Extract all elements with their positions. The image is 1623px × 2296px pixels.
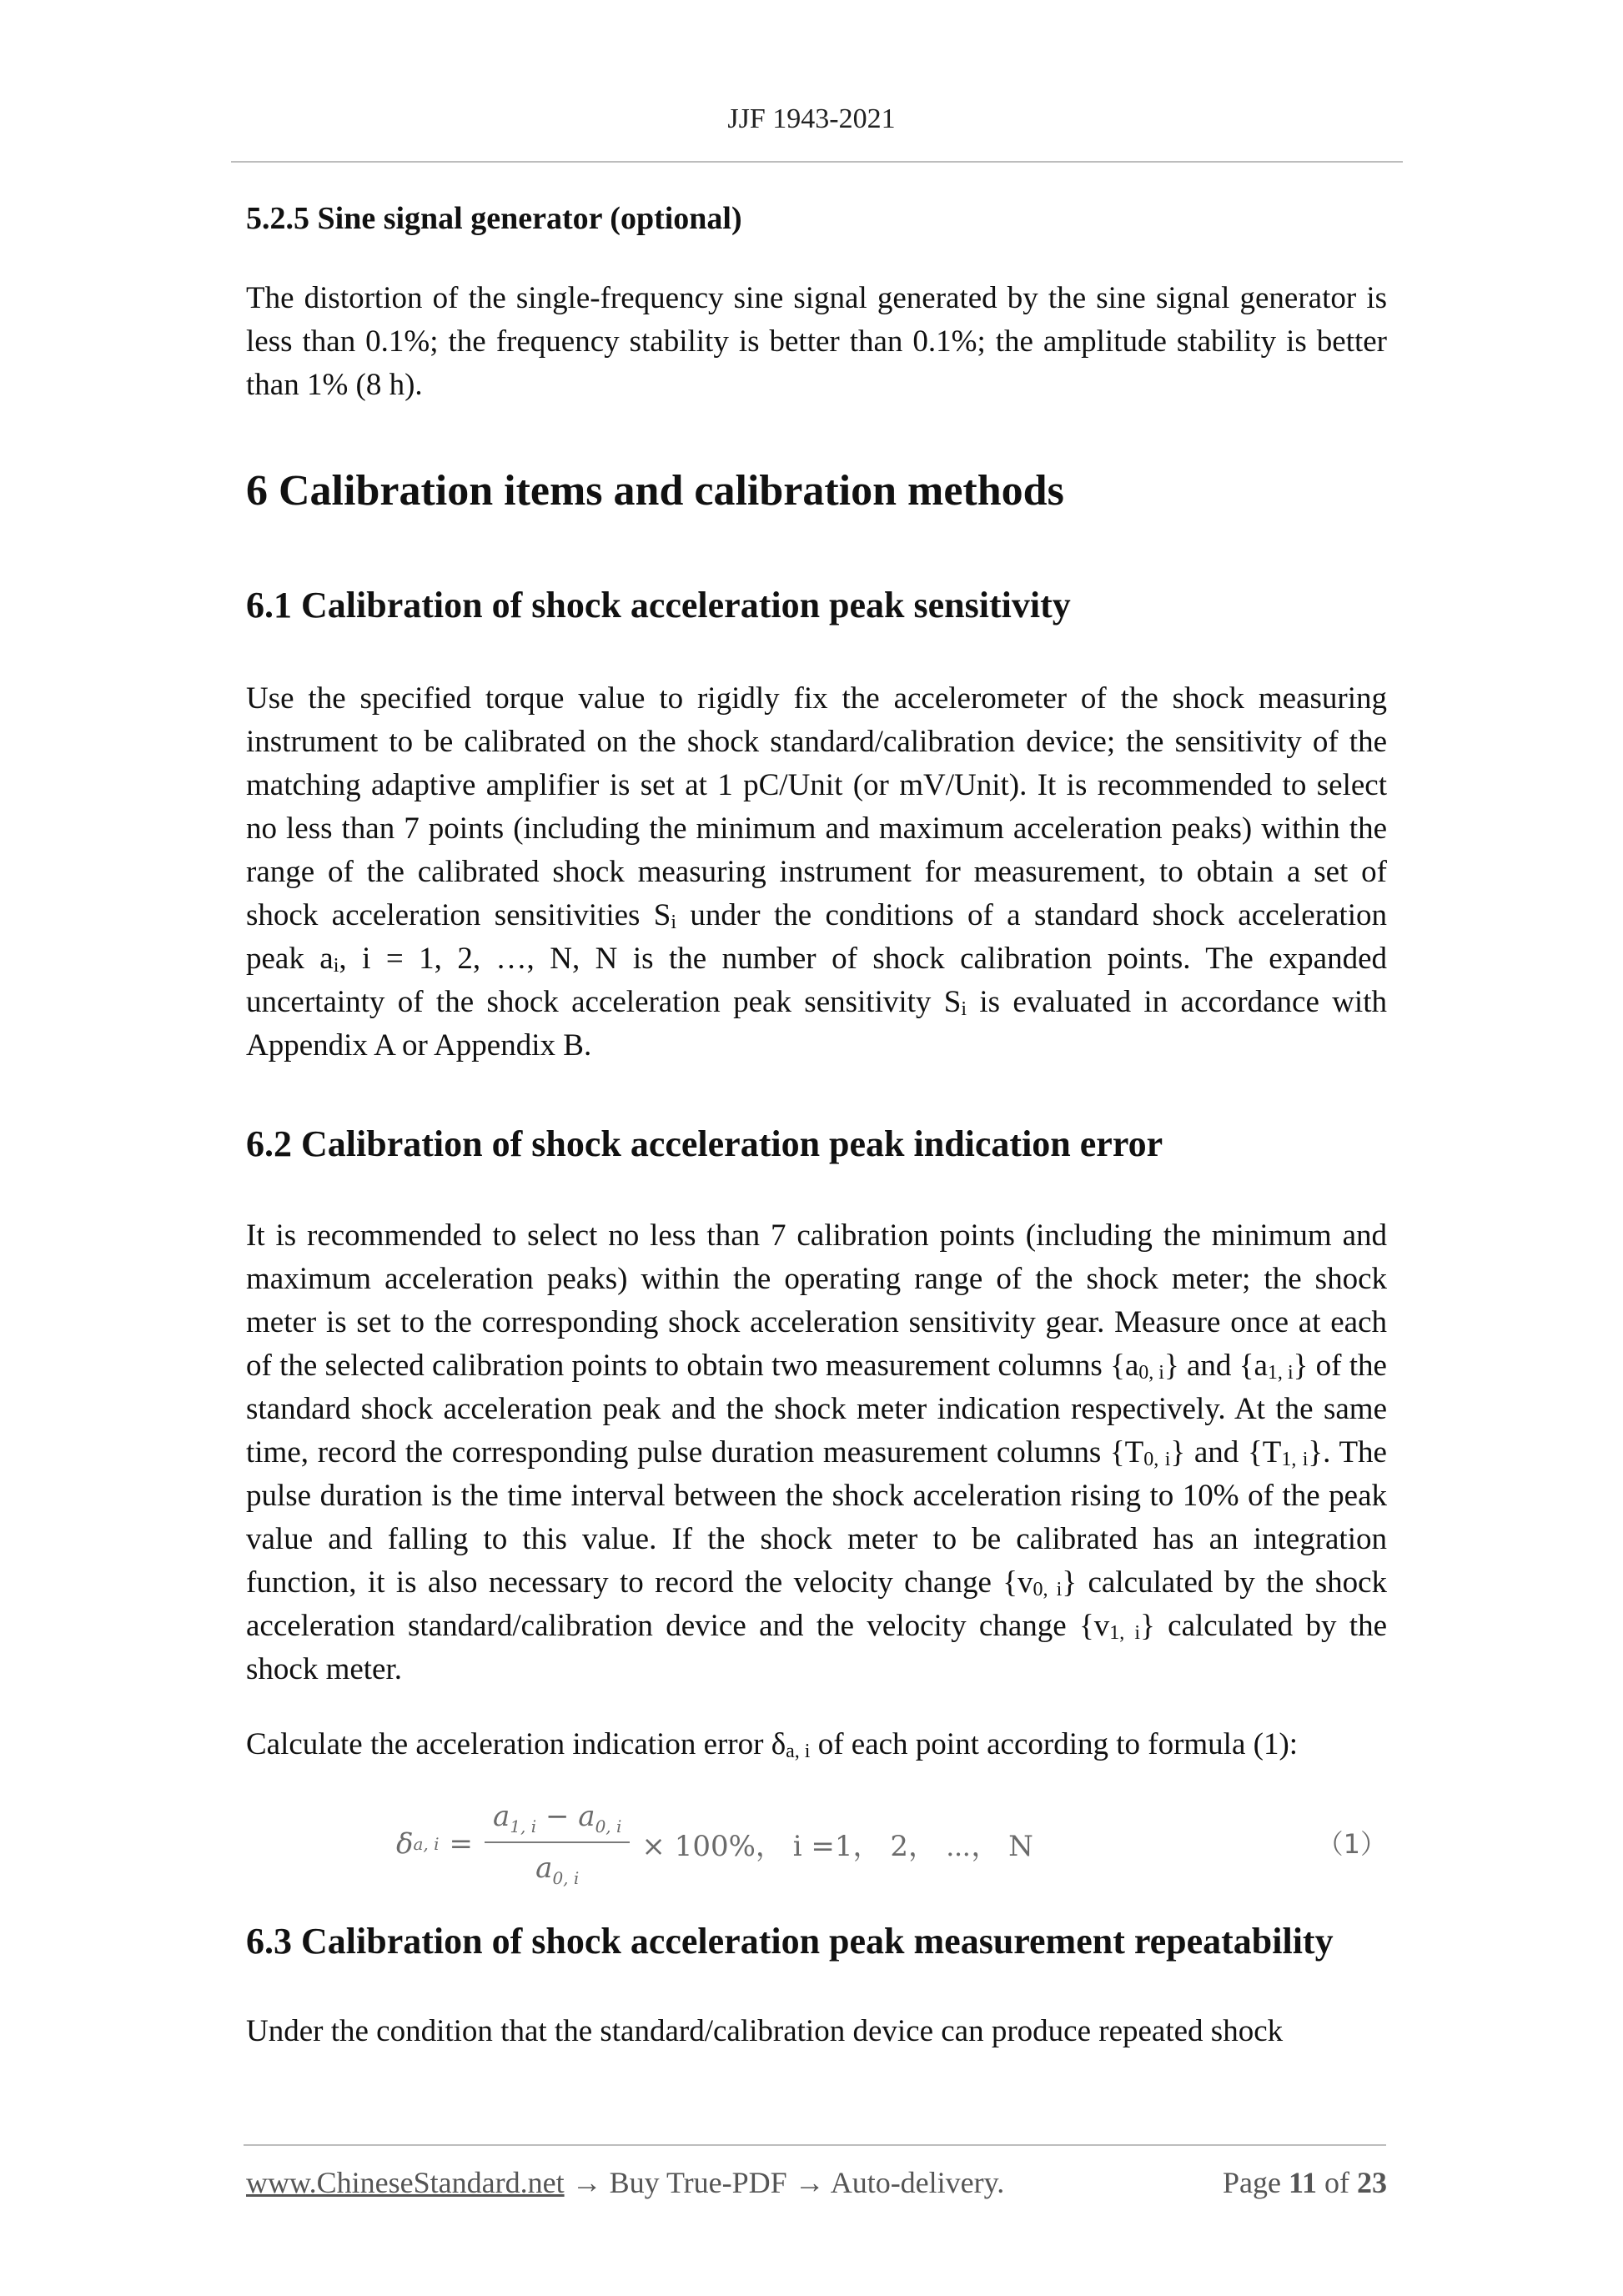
site-link[interactable]: www.ChineseStandard.net — [246, 2166, 565, 2199]
formula-intro-text: Calculate the acceleration indication error $\delta_{a, i}$ of each point according to formula (1): — [246, 1727, 1299, 1762]
section-6-2-paragraph: It is recommended to select no less than 7 calibration points (including the minimum and maximum acceleration peaks) within the operating range of the shock meter; the shock meter is set to the corresponding shock acceleration sensitivity gear. Measure once at each of the selected calibration points to obtain two measurement columns $\{a_{0, i}\}$ and $\{a_{1, i}\}$ of the standard shock acceleration peak and the shock meter indication respectively. At the same time, record the corresponding pulse duration measurement columns $\{T_{0, i}\}$ and $\{T_{1, i}\}$. The pulse duration is the time interval between the shock acceleration rising to 10% of the peak value and falling to this value. If the shock meter to be calibrated has an integration function, it is also necessary to record the velocity change $\{v_{0, i}\}$ calculated by the shock acceleration standard/calibration device and the velocity change $\{v_{1, i}\}$ calculated by the shock meter. — [246, 1218, 1388, 1686]
section-5-2-5-paragraph: The distortion of the single-frequency sine signal generated by the sine signal generator is less than 0.1%; the frequency stability is better than 0.1%; the amplitude stability is better than 1% (8 h). — [246, 281, 1387, 402]
section-6-3-paragraph: Under the condition that the standard/calibration device can produce repeated shock — [246, 2014, 1284, 2048]
section-6-3-heading: 6.3 Calibration of shock acceleration peak measurement repeatability — [246, 1921, 1334, 1962]
formula-number: （1） — [1316, 1828, 1387, 1860]
formula-expression: δ a, i = $\frac{a_{1, i} - a_{0, i}}{a_{0, i}}$ × 100%， i =1， 2， ⋯， N — [396, 1800, 1033, 1888]
page-number: 11 — [1288, 2166, 1317, 2199]
section-5-2-5-heading: 5.2.5 Sine signal generator (optional) — [246, 201, 742, 236]
page-total: 23 — [1357, 2166, 1387, 2199]
formula-fraction: $\frac{a_{1, i} - a_{0, i}}{a_{0, i}}$ — [485, 1800, 630, 1888]
section-6-1-paragraph: Use the specified torque value to rigidly fix the accelerometer of the shock measuring instrument to be calibrated on the shock standard/calibration device; the sensitivity of the matching adaptive amplifier is set at 1 pC/Unit (or mV/Unit). It is recommended to select no less than 7 points (including the minimum and maximum acceleration peaks) within the range of the calibrated shock measuring instrument for measurement, to obtain a set of shock acceleration sensitivities $S_i$ under the conditions of a standard shock acceleration peak $a_i$, i = 1, 2, …, N, N is the number of shock calibration points. The expanded uncertainty of the shock acceleration peak sensitivity $S_i$ is evaluated in accordance with Appendix A or Appendix B. — [246, 681, 1387, 1063]
footer-divider — [244, 2144, 1386, 2146]
footer-left — [246, 2165, 1004, 2200]
section-6-1-heading: 6.1 Calibration of shock acceleration peak sensitivity — [246, 585, 1071, 625]
section-6-2-heading: 6.2 Calibration of shock acceleration peak indication error — [246, 1123, 1163, 1164]
formula-1 — [246, 1791, 1387, 1892]
page-header-doc-code: JJF 1943-2021 — [727, 103, 896, 134]
page-footer — [246, 2165, 1387, 2200]
footer-tagline: → Buy True-PDF → Auto-delivery. — [564, 2166, 1005, 2199]
page-indicator: Page 11 of 23 — [1223, 2166, 1387, 2199]
page-body — [246, 197, 1387, 2053]
section-6-heading: 6 Calibration items and calibration methods — [246, 467, 1064, 515]
header-divider — [231, 161, 1403, 163]
